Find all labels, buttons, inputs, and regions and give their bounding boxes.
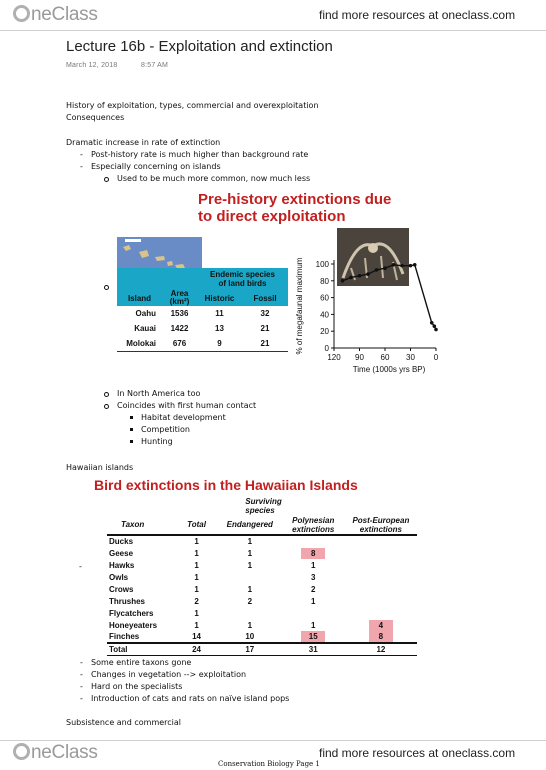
table-row: Crows 1 1 2: [109, 584, 316, 594]
bird-extinctions-table: [107, 497, 417, 656]
bullet-hunting: Hunting: [141, 437, 173, 446]
bullet-vegetation-change: - Changes in vegetation --> exploitation: [91, 670, 246, 679]
square-bullet-icon: [130, 440, 133, 443]
y-tick-label: 20: [320, 327, 329, 337]
highlight-cell: 8: [301, 548, 325, 559]
bird-extinctions-title: Bird extinctions in the Hawaiian Islands: [94, 477, 358, 493]
oneclass-logo: neClass: [13, 4, 98, 26]
col-fossil: Fossil: [242, 290, 288, 306]
data-point: [433, 324, 437, 328]
highlight-cell: 4: [369, 620, 393, 631]
megafauna-chart: [292, 255, 452, 385]
data-point: [358, 274, 362, 278]
table-row: Honeyeaters 1 1 1 4: [107, 619, 417, 631]
table-row: Geese 1 1 8: [107, 547, 417, 559]
col-historic: Historic: [197, 290, 242, 306]
page-number: Conservation Biology Page 1: [218, 760, 320, 768]
surviving-species-header: Surviving species: [245, 497, 282, 515]
table-row: Thrushes 2 2 1: [109, 596, 316, 606]
bullet-post-history-rate: - Post-history rate is much higher than background rate: [91, 150, 308, 159]
table-row: Flycatchers 1: [109, 608, 199, 618]
lecture-date: March 12, 2018: [66, 62, 118, 69]
table-row: Kauai 1422 13 21: [134, 324, 270, 333]
data-point: [434, 328, 438, 332]
section-heading-subsistence: Subsistence and commercial: [66, 718, 182, 727]
y-tick-label: 100: [315, 260, 329, 269]
footer-resources-link[interactable]: find more resources at oneclass.com: [319, 746, 516, 760]
circle-bullet-icon: [104, 285, 109, 290]
x-tick-label: 30: [406, 353, 415, 362]
col-area: Area (km²): [162, 290, 197, 306]
highlight-cell: 15: [301, 631, 325, 642]
logo-circle-icon: [13, 743, 30, 760]
bullet-north-america: In North America too: [117, 389, 201, 398]
circle-bullet-icon: [104, 404, 109, 409]
intro-line-1: History of exploitation, types, commercial and overexploitation: [66, 101, 319, 110]
x-tick-label: 90: [355, 353, 364, 362]
y-tick-label: 60: [320, 293, 329, 303]
table-row: Hawks 1 1 1: [109, 560, 316, 570]
section-heading-hawaiian-islands: Hawaiian islands: [66, 463, 134, 472]
header-resources-link[interactable]: find more resources at oneclass.com: [319, 8, 516, 22]
col-post-european: Post-European extinctions: [345, 515, 417, 535]
data-point: [341, 279, 345, 283]
x-axis-label: Time (1000s yrs BP): [352, 365, 426, 374]
bullet-specialists: - Hard on the specialists: [91, 682, 182, 691]
bullet-human-contact: Coincides with first human contact: [117, 401, 257, 410]
y-tick-label: 40: [320, 310, 329, 320]
y-tick-label: 80: [320, 276, 329, 286]
page-title: Lecture 16b - Exploitation and extinction: [66, 38, 333, 55]
square-bullet-icon: [130, 416, 133, 419]
bullet-islands: - Especially concerning on islands: [91, 162, 221, 171]
bullet-taxons-gone: - Some entire taxons gone: [91, 658, 191, 667]
dash-bullet-icon: -: [79, 562, 82, 571]
data-point: [430, 321, 434, 325]
x-tick-label: 60: [380, 353, 390, 362]
y-tick-label: 0: [324, 344, 329, 353]
lecture-time: 8:57 AM: [141, 62, 169, 69]
bullet-habitat-development: Habitat development: [141, 413, 226, 422]
series-line: [343, 265, 437, 330]
logo-circle-icon: [13, 5, 30, 22]
x-tick-label: 120: [327, 353, 341, 362]
data-point: [366, 272, 370, 276]
table-row: Owls 1 3: [109, 572, 316, 582]
table-row: Molokai 676 9 21: [117, 336, 288, 351]
circle-bullet-icon: [104, 177, 109, 182]
col-taxon: Taxon: [107, 515, 175, 535]
prehistory-figure-title: Pre-history extinctions due to direct exploitation: [198, 191, 392, 225]
data-point: [409, 264, 413, 268]
header-divider: [0, 30, 546, 31]
table-row: Finches 14 10 15 8: [107, 631, 417, 643]
intro-line-2: Consequences: [66, 113, 125, 122]
table-total-row: Total 24 17 31 12: [107, 643, 417, 655]
circle-bullet-icon: [104, 392, 109, 397]
x-tick-label: 0: [433, 353, 439, 362]
data-point: [400, 264, 404, 268]
data-point: [392, 263, 396, 267]
bullet-cats-rats: - Introduction of cats and rats on naïve island pops: [91, 694, 289, 703]
y-axis-label: % of megafaunal maximum: [295, 257, 304, 355]
highlight-cell: 8: [369, 631, 393, 642]
data-point: [375, 268, 379, 272]
col-total: Total: [175, 515, 218, 535]
endemic-birds-table: [117, 268, 288, 352]
section-heading-extinction-rate: Dramatic increase in rate of extinction: [66, 138, 221, 147]
col-polynesian: Polynesian extinctions: [282, 515, 345, 535]
data-point: [349, 276, 353, 280]
oneclass-footer-logo: neClass: [13, 742, 98, 764]
data-point: [383, 266, 387, 270]
bullet-competition: Competition: [141, 425, 190, 434]
data-point: [413, 263, 417, 267]
endemic-group-header: Endemic species of land birds: [197, 268, 288, 290]
footer-divider: [0, 740, 546, 741]
table-row: Ducks 1 1: [109, 537, 253, 546]
square-bullet-icon: [130, 428, 133, 431]
col-endangered: Endangered: [218, 515, 282, 535]
table-row: Oahu 1536 11 32: [135, 309, 270, 318]
col-island: Island: [117, 290, 162, 306]
bullet-more-common: Used to be much more common, now much less: [117, 174, 311, 183]
